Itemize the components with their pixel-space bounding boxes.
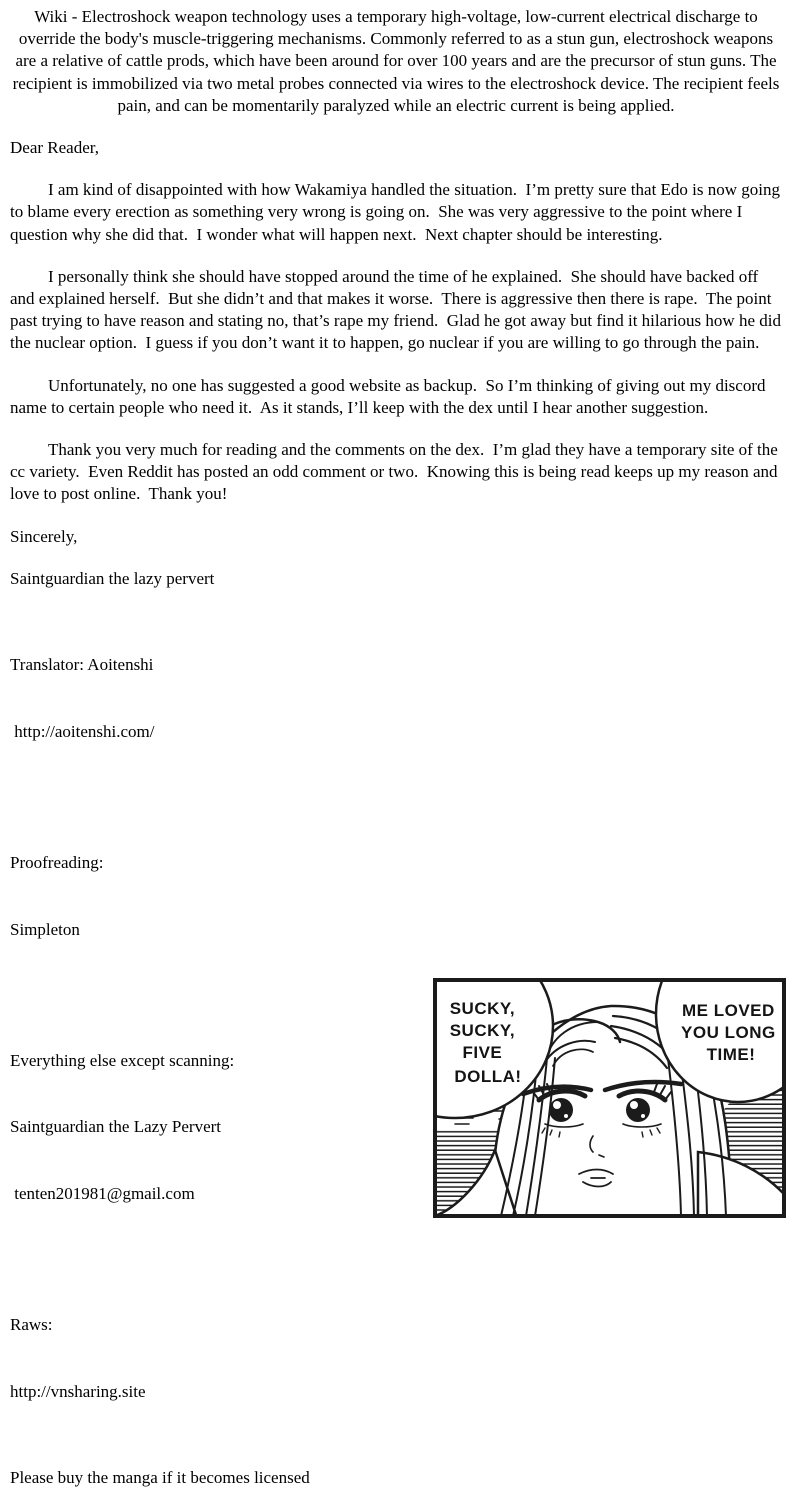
credit-proofreading: [10, 808, 782, 986]
credit-everything-else-name: Saintguardian the Lazy Pervert: [10, 1117, 222, 1137]
credit-everything-else-label: Everything else except scanning:: [10, 1050, 235, 1070]
credit-raws-label: Raws:: [10, 1314, 53, 1334]
speech-bubble-left-text: SUCKY, SUCKY, FIVE DOLLA!: [449, 999, 522, 1086]
closing: Sincerely,: [10, 526, 78, 546]
credit-translator: [10, 610, 782, 788]
credit-translator-url: http://aoitenshi.com/: [10, 722, 155, 742]
buy-manga-note: Please buy the manga if it becomes licensed: [10, 1468, 310, 1488]
credit-raws: [10, 1270, 782, 1448]
credit-raws-url: http://vnsharing.site: [10, 1381, 146, 1401]
credit-proofreading-name: Simpleton: [10, 919, 80, 939]
wiki-note-paragraph: Wiki - Electroshock weapon technology uses a temporary high-voltage, low-current electrical discharge to override the body's muscle-triggering mechanisms. Commonly referred to as a stun gun, electroshock weapons are a relative of cattle prods, which have been around for over 100 years and are the precursor of stun guns. The recipient is immobilized via two metal probes connected via wires to the electroshock device. The recipient feels pain, and can be momentarily paralyzed while an electric current is being applied.: [12, 7, 784, 115]
letter-paragraph-3: Unfortunately, no one has suggested a good website as backup. So I’m thinking of giving out my discord name to certain people who need it. As it stands, I’ll keep with the dex until I hear another suggestion.: [10, 375, 770, 417]
letter-paragraph-4: Thank you very much for reading and the comments on the dex. I’m glad they have a temporary site of the cc variety. Even Reddit has posted an odd comment or two. Knowing this is being read keeps up my reason and love to post online. Thank you!: [10, 440, 783, 504]
credit-translator-name: Translator: Aoitenshi: [10, 655, 154, 675]
speech-bubble-right-text: ME LOVED YOU LONG TIME!: [681, 1001, 776, 1064]
credit-everything-else-email: tenten201981@gmail.com: [10, 1183, 195, 1203]
letter-text-column: [10, 6, 786, 1489]
manga-panel-image: [433, 978, 786, 1218]
letter-paragraph-2: I personally think she should have stopped around the time of he explained. She should have backed off and explained herself. But she didn’t and that makes it worse. There is aggressive then there is rape. The point past trying to have reason and stating no, that’s rape my friend. Glad he got away but find it hilarious how he did the nuclear option. I guess if you don’t want it to happen, go nuclear if you are willing to go through the pain.: [10, 266, 786, 353]
credit-proofreading-label: Proofreading:: [10, 853, 104, 873]
salutation: Dear Reader,: [10, 138, 99, 158]
letter-paragraph-1: I am kind of disappointed with how Wakamiya handled the situation. I’m pretty sure that Edo is now going to blame every erection as something very wrong is going on. She was very aggressive to the point where I question why she did that. I wonder what will happen next. Next chapter should be interesting.: [10, 180, 785, 244]
signature: Saintguardian the lazy pervert: [10, 568, 215, 588]
